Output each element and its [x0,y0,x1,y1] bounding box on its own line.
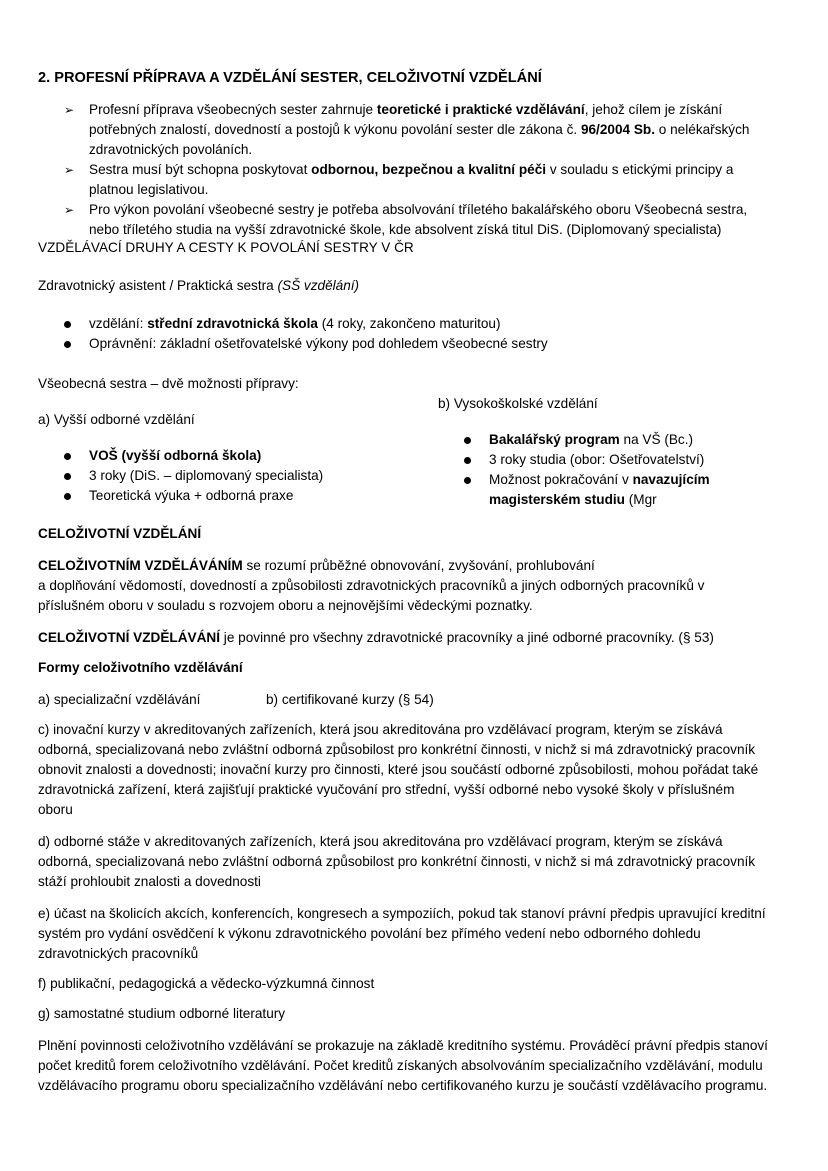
arrow-bullet-icon: ➢ [64,203,75,217]
form-f: f) publikační, pedagogická a vědecko-výzkumná činnost [38,976,375,991]
form-g: g) samostatné studium odborné literatury [38,1006,286,1021]
ways-heading: VZDĚLÁVACÍ DRUHY A CESTY K POVOLÁNÍ SESTRY V ČR [38,240,414,255]
credits-line-1: Plnění povinnosti celoživotního vzdělávání se prokazuje na základě kreditního systému. Prováděcí právní předpis stanoví [38,1038,768,1053]
bullet-dot-icon [464,437,471,444]
bullet-dot-icon [464,477,471,484]
lifelong-heading: CELOŽIVOTNÍ VZDĚLÁNÍ [38,526,202,541]
intro-item-1-line-2: potřebných znalostí, dovedností a postojů k výkonu povolání sester dle zákona č. 96/2004 Sb. o nelékařských [89,122,750,137]
form-d-line-2: odborná, specializovaná nebo zvláštní odborná způsobilost pro konkrétní činnosti, v nichž si má zdravotnický pracovník [38,854,756,869]
bullet-dot-icon [64,321,71,328]
form-e-line-1: e) účast na školicích akcích, konferencích, kongresech a sympoziích, pokud tak stanoví právní předpis upravující kreditní [38,906,766,921]
option-b-title: b) Vysokoškolské vzdělání [438,396,598,411]
lifelong-definition-line-2: a doplňování vědomostí, dovedností a způsobilosti zdravotnických pracovníků a jiných odborných pracovníků v [38,578,705,593]
section-heading: 2. PROFESNÍ PŘÍPRAVA A VZDĚLÁNÍ SESTER, CELOŽIVOTNÍ VZDĚLÁNÍ [38,70,542,86]
lifelong-obligation: CELOŽIVOTNÍ VZDĚLÁVÁNÍ je povinné pro všechny zdravotnické pracovníky a jiné odborné pracovníky. (§ 53) [38,630,714,645]
form-c-line-3: obnovit znalosti a dovednosti; inovační kurzy pro činnosti, které jsou součástí odborné způsobilosti, mohou pořádat také [38,762,759,777]
arrow-bullet-icon: ➢ [64,103,75,117]
bullet-dot-icon [64,453,71,460]
form-c-line-5: oboru [38,802,73,817]
general-nurse-title: Všeobecná sestra – dvě možnosti přípravy: [38,376,299,391]
form-e-line-3: zdravotnických pracovníků [38,946,199,961]
forms-heading: Formy celoživotního vzdělávání [38,660,243,675]
intro-item-2-line-1: Sestra musí být schopna poskytovat odbornou, bezpečnou a kvalitní péči v souladu s etickými principy a [89,162,734,177]
form-b: b) certifikované kurzy (§ 54) [266,692,434,707]
option-a-title: a) Vyšší odborné vzdělání [38,412,195,427]
intro-item-1-line-1: Profesní příprava všeobecných sester zahrnuje teoretické i praktické vzdělávání, jehož cílem je získání [89,102,723,117]
intro-item-3-line-1: Pro výkon povolání všeobecné sestry je potřeba absolvování tříletého bakalářského oboru Všeobecná sestra, [89,202,748,217]
lifelong-definition-line-3: příslušném oboru v souladu s rozvojem oboru a nejnovějšími vědeckými poznatky. [38,598,533,613]
bullet-dot-icon [64,493,71,500]
bullet-dot-icon [464,457,471,464]
intro-item-2-line-2: platnou legislativou. [89,182,209,197]
intro-item-3-line-2: nebo tříletého studia na vyšší zdravotnické škole, kde absolvent získá titul DiS. (Diplomovaný specialista) [89,222,722,237]
form-d-line-3: stáží prohloubit znalosti a dovednosti [38,874,261,889]
credits-line-2: počet kreditů forem celoživotního vzdělávání. Počet kreditů získaných absolvováním specializačního vzdělávání, modulu [38,1058,763,1073]
document-page: 2. PROFESNÍ PŘÍPRAVA A VZDĚLÁNÍ SESTER, CELOŽIVOTNÍ VZDĚLÁNÍ ➢ Profesní příprava všeobecných sester zahrnuje teoretické i praktické vzdělávání, jehož cílem je získání potřebných znalostí, dovedností a postojů k výkonu povolání sester dle zákona č. 96/2004 Sb. o nelékařských zdravotnických povoláních. ➢ Sestra musí být schopna poskytovat odbornou, bezpečnou a kvalitní péči v souladu s etickými principy a platnou legislativou. ➢ Pro výkon povolání všeobecné sestry je potřeba absolvování tříletého bakalářského oboru Všeobecná sestra, nebo tříletého studia na vyšší zdravotnické škole, kde absolvent získá titul DiS. (Diplomovaný specialista) VZDĚLÁVACÍ DRUHY A CESTY K POVOLÁNÍ SESTRY V ČR Zdravotnický asistent / Praktická sestra (SŠ vzdělání) vzdělání: střední zdravotnická škola (4 roky, zakončeno maturitou) Oprávnění: základní ošetřovatelské výkony pod dohledem všeobecné sestry Všeobecná sestra – dvě možnosti přípravy: a) Vyšší odborné vzdělání VOŠ (vyšší odborná škola) 3 roky (DiS. – diplomovaný specialista) Teoretická výuka + odborná praxe b) Vysokoškolské vzdělání Bakalářský program na VŠ (Bc.) 3 roky studia (obor: Ošetřovatelství) Možnost pokračování v navazujícím magisterském studiu (Mgr CELOŽIVOTNÍ VZDĚLÁNÍ CELOŽIVOTNÍM VZDĚLÁVÁNÍM se rozumí průběžné obnovování, zvyšování, prohlubování a doplňování vědomostí, dovedností a způsobilosti zdravotnických pracovníků a jiných odborných pracovníků v příslušném oboru v souladu s rozvojem oboru a nejnovějšími vědeckými poznatky. CELOŽIVOTNÍ VZDĚLÁVÁNÍ je povinné pro všechny zdravotnické pracovníky a jiné odborné pracovníky. (§ 53) Formy celoživotního vzdělávání a) specializační vzdělávání b) certifikované kurzy (§ 54) c) inovační kurzy v akreditovaných zařízeních, která jsou akreditována pro vzdělávací program, kterým se získává odborná, specializovaná nebo zvláštní odborná způsobilost pro konkrétní činnosti, v nichž si má zdravotnický pracovník obnovit znalosti a dovednosti; inovační kurzy pro činnosti, které jsou součástí odborné způsobilosti, mohou pořádat také zdravotnická zařízení, která zajišťují praktické vyučování pro střední, vyšší odborné nebo vysoké školy v příslušném oboru d) odborné stáže v akreditovaných zařízeních, která jsou akreditována pro vzdělávací program, kterým se získává odborná, specializovaná nebo zvláštní odborná způsobilost pro konkrétní činnosti, v nichž si má zdravotnický pracovník stáží prohloubit znalosti a dovednosti e) účast na školicích akcích, konferencích, kongresech a sympoziích, pokud tak stanoví právní předpis upravující kreditní systém pro vydání osvědčení k výkonu zdravotnického povolání bez přímého vedení nebo odborného dohledu zdravotnických pracovníků f) publikační, pedagogická a vědecko-výzkumná činnost g) samostatné studium odborné literatury Plnění povinnosti celoživotního vzdělávání se prokazuje na základě kreditního systému. Prováděcí právní předpis stanoví počet kreditů forem celoživotního vzdělávání. Počet kreditů získaných absolvováním specializačního vzdělávání, modulu vzdělávacího programu oboru specializačního vzdělávání nebo certifikovaného kurzu je součástí vzdělávacího programu. [0,0,828,1171]
lifelong-definition-line-1: CELOŽIVOTNÍM VZDĚLÁVÁNÍM se rozumí průběžné obnovování, zvyšování, prohlubování [38,558,595,573]
form-d-line-1: d) odborné stáže v akreditovaných zařízeních, která jsou akreditována pro vzdělávací program, kterým se získává [38,834,723,849]
credits-line-3: vzdělávacího programu oboru specializačního vzdělávání nebo certifikovaného kurzu je součástí vzdělávacího programu. [38,1078,768,1093]
bullet-dot-icon [64,341,71,348]
intro-item-1-line-3: zdravotnických povoláních. [89,142,253,157]
assistant-title: Zdravotnický asistent / Praktická sestra (SŠ vzdělání) [38,278,360,293]
form-c-line-1: c) inovační kurzy v akreditovaných zařízeních, která jsou akreditována pro vzdělávací program, kterým se získává [38,722,723,737]
form-c-line-2: odborná, specializovaná nebo zvláštní odborná způsobilost pro konkrétní činnosti, v nichž si má zdravotnický pracovník [38,742,756,757]
arrow-bullet-icon: ➢ [64,163,75,177]
form-e-line-2: systém pro vydání osvědčení k výkonu zdravotnického povolání bez přímého vedení nebo odborného dohledu [38,926,701,941]
form-a: a) specializační vzdělávání [38,692,201,707]
form-c-line-4: zdravotnická zařízení, která zajišťují praktické vyučování pro střední, vyšší odborné nebo vysoké školy v příslušném [38,782,735,797]
bullet-dot-icon [64,473,71,480]
